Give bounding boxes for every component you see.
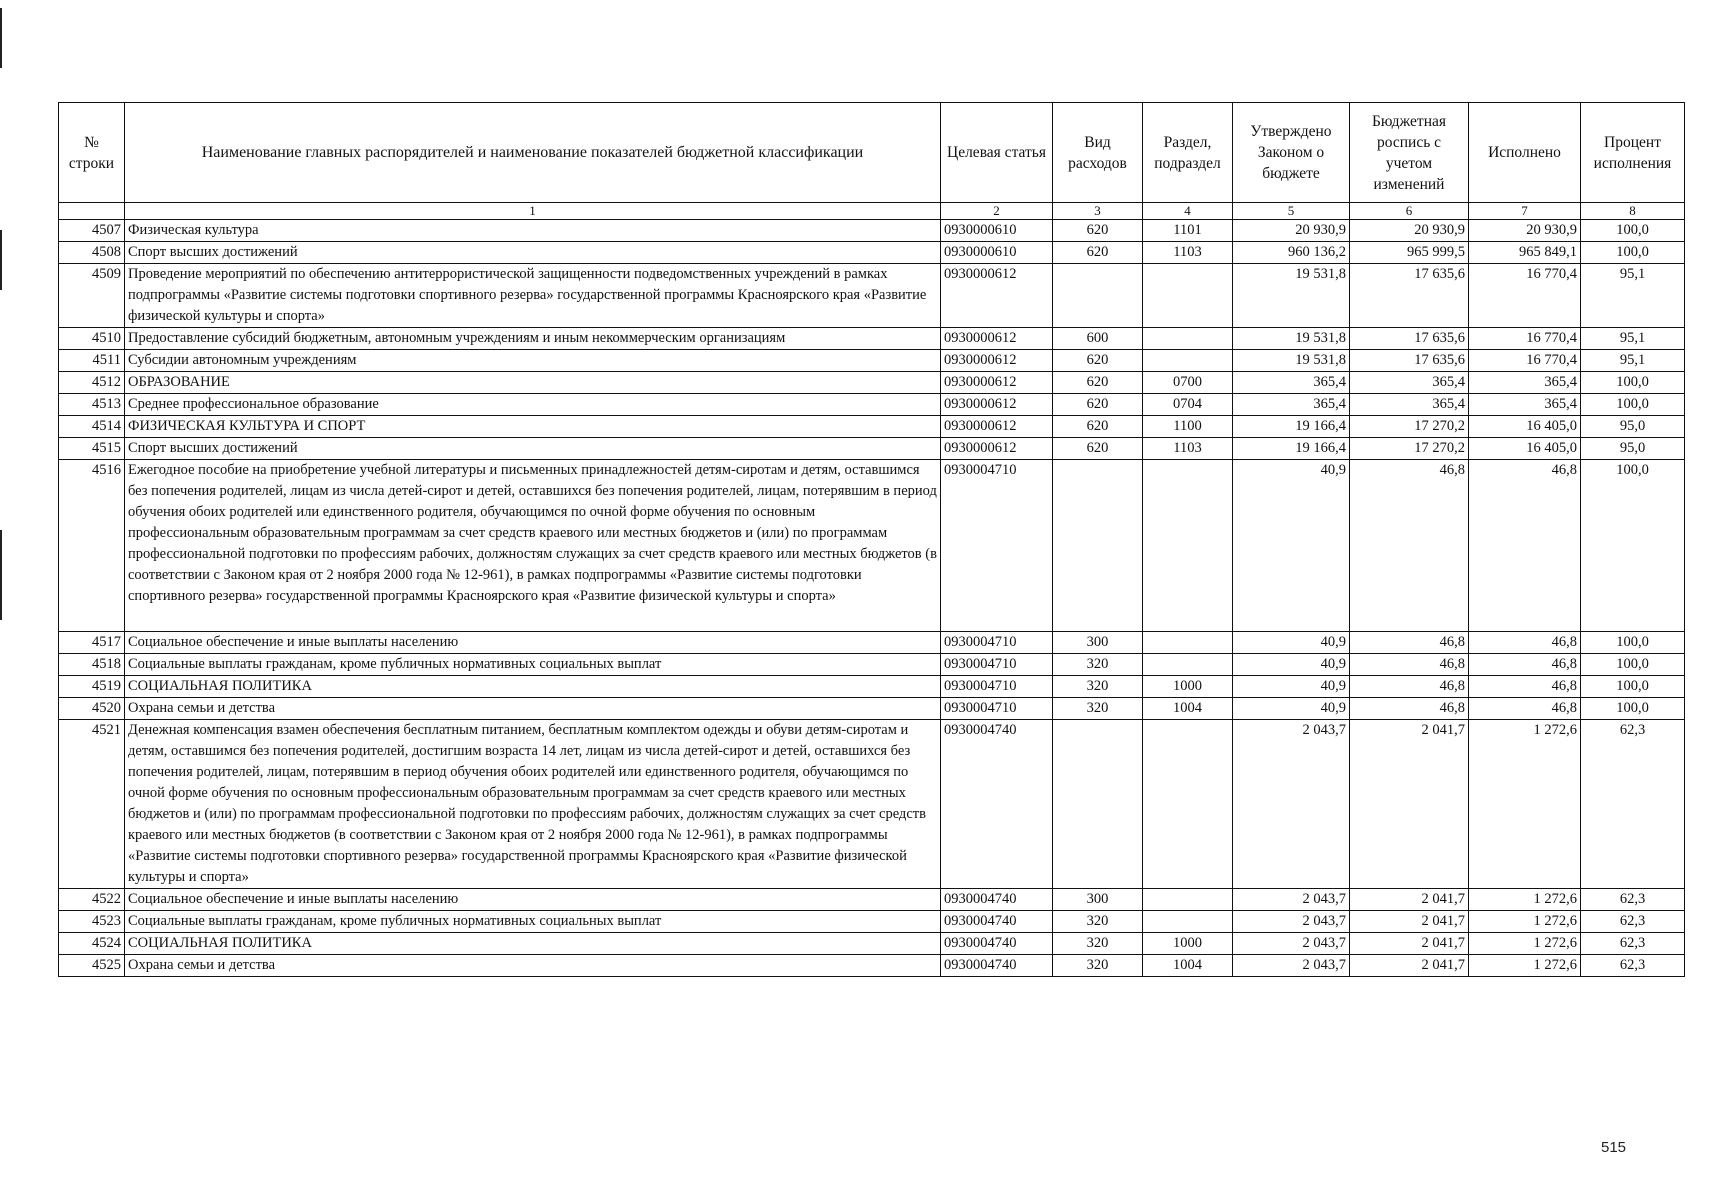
header-percent: Процент исполнения [1581, 103, 1685, 203]
expense-type: 320 [1053, 676, 1143, 698]
approved-amount: 960 136,2 [1233, 242, 1350, 264]
table-body [59, 220, 1685, 977]
executed-amount: 1 272,6 [1469, 933, 1581, 955]
execution-percent: 62,3 [1581, 933, 1685, 955]
schedule-amount: 365,4 [1350, 372, 1469, 394]
header-section: Раздел, подраздел [1143, 103, 1233, 203]
expense-type: 620 [1053, 438, 1143, 460]
schedule-amount: 2 041,7 [1350, 889, 1469, 911]
schedule-amount: 46,8 [1350, 654, 1469, 676]
approved-amount: 2 043,7 [1233, 933, 1350, 955]
section-code: 1000 [1143, 676, 1233, 698]
executed-amount: 20 930,9 [1469, 220, 1581, 242]
table-row [59, 394, 1685, 416]
table-row [59, 242, 1685, 264]
expense-type [1053, 264, 1143, 328]
target-code: 0930000612 [941, 416, 1053, 438]
execution-percent: 100,0 [1581, 654, 1685, 676]
execution-percent: 95,1 [1581, 328, 1685, 350]
row-number: 4513 [59, 394, 125, 416]
table-row [59, 372, 1685, 394]
section-code [1143, 720, 1233, 889]
executed-amount: 46,8 [1469, 632, 1581, 654]
schedule-amount: 17 270,2 [1350, 438, 1469, 460]
table-row [59, 676, 1685, 698]
item-name: Социальные выплаты гражданам, кроме публичных нормативных социальных выплат [125, 911, 941, 933]
expense-type: 300 [1053, 632, 1143, 654]
schedule-amount: 20 930,9 [1350, 220, 1469, 242]
item-name: Ежегодное пособие на приобретение учебной литературы и письменных принадлежностей детям-сиротам и детям, оставшимся без попечения родителей, лицам из числа детей-сирот и детей, оставшихся без попечения родителей, лицам, потерявшим в период обучения обоих родителей или единственного родителя, обучающимся по очной форме обучения по основным профессиональным образовательным программам за счет средств краевого или местных бюджетов и (или) по программам профессиональной подготовки по профессиям рабочих, должностям служащих за счет средств краевого или местных бюджетов (в соответствии с Законом края от 2 ноября 2000 года № 12-961), в рамках подпрограммы «Развитие системы подготовки спортивного резерва» государственной программы Красноярского края «Развитие физической культуры и спорта» [125, 460, 941, 632]
expense-type: 320 [1053, 698, 1143, 720]
row-number: 4520 [59, 698, 125, 720]
expense-type: 320 [1053, 933, 1143, 955]
execution-percent: 62,3 [1581, 955, 1685, 977]
schedule-amount: 365,4 [1350, 394, 1469, 416]
row-number: 4519 [59, 676, 125, 698]
schedule-amount: 46,8 [1350, 460, 1469, 632]
executed-amount: 16 405,0 [1469, 416, 1581, 438]
table-row [59, 720, 1685, 889]
table-row [59, 264, 1685, 328]
target-code: 0930004740 [941, 720, 1053, 889]
schedule-amount: 2 041,7 [1350, 955, 1469, 977]
row-number: 4511 [59, 350, 125, 372]
expense-type: 620 [1053, 372, 1143, 394]
table-row [59, 220, 1685, 242]
column-number: 5 [1233, 203, 1350, 220]
execution-percent: 95,0 [1581, 416, 1685, 438]
target-code: 0930004710 [941, 460, 1053, 632]
section-code [1143, 328, 1233, 350]
section-code: 0700 [1143, 372, 1233, 394]
row-number: 4524 [59, 933, 125, 955]
item-name: Социальное обеспечение и иные выплаты населению [125, 889, 941, 911]
expense-type: 620 [1053, 394, 1143, 416]
schedule-amount: 17 635,6 [1350, 350, 1469, 372]
execution-percent: 95,0 [1581, 438, 1685, 460]
item-name: ОБРАЗОВАНИЕ [125, 372, 941, 394]
expense-type: 600 [1053, 328, 1143, 350]
item-name: Охрана семьи и детства [125, 698, 941, 720]
row-number: 4509 [59, 264, 125, 328]
scan-edge-mark [0, 230, 2, 290]
page-number: 515 [1601, 1139, 1627, 1156]
column-number: 6 [1350, 203, 1469, 220]
column-number [59, 203, 125, 220]
schedule-amount: 46,8 [1350, 632, 1469, 654]
approved-amount: 40,9 [1233, 676, 1350, 698]
table-row [59, 438, 1685, 460]
approved-amount: 40,9 [1233, 632, 1350, 654]
target-code: 0930000612 [941, 328, 1053, 350]
target-code: 0930000612 [941, 438, 1053, 460]
table-row [59, 350, 1685, 372]
table-row [59, 654, 1685, 676]
row-number: 4508 [59, 242, 125, 264]
approved-amount: 40,9 [1233, 654, 1350, 676]
schedule-amount: 17 270,2 [1350, 416, 1469, 438]
approved-amount: 2 043,7 [1233, 720, 1350, 889]
executed-amount: 1 272,6 [1469, 911, 1581, 933]
scan-edge-mark [0, 8, 2, 68]
row-number: 4523 [59, 911, 125, 933]
table-row [59, 911, 1685, 933]
section-code [1143, 264, 1233, 328]
section-code: 1004 [1143, 955, 1233, 977]
scan-edge-mark [0, 530, 2, 620]
approved-amount: 20 930,9 [1233, 220, 1350, 242]
item-name: Субсидии автономным учреждениям [125, 350, 941, 372]
executed-amount: 46,8 [1469, 676, 1581, 698]
row-number: 4510 [59, 328, 125, 350]
row-number: 4514 [59, 416, 125, 438]
section-code [1143, 632, 1233, 654]
item-name: Физическая культура [125, 220, 941, 242]
execution-percent: 100,0 [1581, 394, 1685, 416]
column-number: 7 [1469, 203, 1581, 220]
item-name: Социальные выплаты гражданам, кроме публичных нормативных социальных выплат [125, 654, 941, 676]
target-code: 0930000612 [941, 350, 1053, 372]
item-name: Спорт высших достижений [125, 242, 941, 264]
item-name: СОЦИАЛЬНАЯ ПОЛИТИКА [125, 676, 941, 698]
item-name: Социальное обеспечение и иные выплаты населению [125, 632, 941, 654]
execution-percent: 95,1 [1581, 264, 1685, 328]
executed-amount: 16 770,4 [1469, 264, 1581, 328]
execution-percent: 100,0 [1581, 676, 1685, 698]
executed-amount: 46,8 [1469, 654, 1581, 676]
budget-execution-table [58, 102, 1685, 977]
expense-type: 320 [1053, 955, 1143, 977]
target-code: 0930004740 [941, 911, 1053, 933]
executed-amount: 16 405,0 [1469, 438, 1581, 460]
row-number: 4517 [59, 632, 125, 654]
schedule-amount: 46,8 [1350, 698, 1469, 720]
expense-type: 300 [1053, 889, 1143, 911]
schedule-amount: 965 999,5 [1350, 242, 1469, 264]
expense-type: 620 [1053, 220, 1143, 242]
row-number: 4507 [59, 220, 125, 242]
executed-amount: 965 849,1 [1469, 242, 1581, 264]
table-row [59, 933, 1685, 955]
section-code: 1100 [1143, 416, 1233, 438]
header-executed: Исполнено [1469, 103, 1581, 203]
schedule-amount: 17 635,6 [1350, 328, 1469, 350]
schedule-amount: 2 041,7 [1350, 911, 1469, 933]
section-code: 1000 [1143, 933, 1233, 955]
table-row [59, 328, 1685, 350]
target-code: 0930004710 [941, 632, 1053, 654]
schedule-amount: 2 041,7 [1350, 933, 1469, 955]
executed-amount: 1 272,6 [1469, 889, 1581, 911]
header-name: Наименование главных распорядителей и наименование показателей бюджетной классификации [125, 103, 941, 203]
expense-type: 620 [1053, 350, 1143, 372]
executed-amount: 365,4 [1469, 372, 1581, 394]
item-name: Спорт высших достижений [125, 438, 941, 460]
executed-amount: 1 272,6 [1469, 720, 1581, 889]
header-schedule: Бюджетная роспись с учетом изменений [1350, 103, 1469, 203]
item-name: Проведение мероприятий по обеспечению антитеррористической защищенности подведомственных учреждений в рамках подпрограммы «Развитие системы подготовки спортивного резерва» государственной программы Красноярского края «Развитие физической культуры и спорта» [125, 264, 941, 328]
execution-percent: 62,3 [1581, 911, 1685, 933]
schedule-amount: 46,8 [1350, 676, 1469, 698]
expense-type: 620 [1053, 242, 1143, 264]
row-number: 4512 [59, 372, 125, 394]
approved-amount: 19 531,8 [1233, 350, 1350, 372]
row-number: 4515 [59, 438, 125, 460]
expense-type [1053, 460, 1143, 632]
execution-percent: 62,3 [1581, 889, 1685, 911]
row-number: 4525 [59, 955, 125, 977]
target-code: 0930004740 [941, 955, 1053, 977]
executed-amount: 46,8 [1469, 460, 1581, 632]
item-name: Среднее профессиональное образование [125, 394, 941, 416]
execution-percent: 100,0 [1581, 372, 1685, 394]
target-code: 0930000610 [941, 242, 1053, 264]
target-code: 0930000610 [941, 220, 1053, 242]
executed-amount: 46,8 [1469, 698, 1581, 720]
item-name: Охрана семьи и детства [125, 955, 941, 977]
section-code: 1103 [1143, 242, 1233, 264]
execution-percent: 100,0 [1581, 632, 1685, 654]
section-code [1143, 911, 1233, 933]
executed-amount: 16 770,4 [1469, 328, 1581, 350]
expense-type: 320 [1053, 911, 1143, 933]
table-row [59, 955, 1685, 977]
header-type: Вид расходов [1053, 103, 1143, 203]
column-number: 2 [941, 203, 1053, 220]
approved-amount: 2 043,7 [1233, 955, 1350, 977]
target-code: 0930000612 [941, 372, 1053, 394]
approved-amount: 2 043,7 [1233, 889, 1350, 911]
section-code: 1101 [1143, 220, 1233, 242]
table-row [59, 632, 1685, 654]
column-number: 4 [1143, 203, 1233, 220]
executed-amount: 1 272,6 [1469, 955, 1581, 977]
section-code: 1004 [1143, 698, 1233, 720]
section-code: 1103 [1143, 438, 1233, 460]
target-code: 0930004740 [941, 889, 1053, 911]
item-name: СОЦИАЛЬНАЯ ПОЛИТИКА [125, 933, 941, 955]
table-row [59, 889, 1685, 911]
table-row [59, 460, 1685, 632]
table-header [59, 103, 1685, 220]
approved-amount: 19 166,4 [1233, 416, 1350, 438]
item-name: Денежная компенсация взамен обеспечения бесплатным питанием, бесплатным комплектом одежды и обуви детям-сиротам и детям, оставшимся без попечения родителей, достигшим возраста 14 лет, лицам из числа детей-сирот и детей, оставшихся без попечения родителей, лицам, потерявшим в период обучения обоих родителей или единственного родителя, обучающимся по очной форме обучения по основным профессиональным образовательным программам за счет средств краевого или местных бюджетов и (или) по программам профессиональной подготовки по профессиям рабочих, должностям служащих за счет средств краевого или местных бюджетов (в соответствии с Законом края от 2 ноября 2000 года № 12-961), в рамках подпрограммы «Развитие системы подготовки спортивного резерва» государственной программы Красноярского края «Развитие физической культуры и спорта» [125, 720, 941, 889]
approved-amount: 19 531,8 [1233, 264, 1350, 328]
section-code [1143, 350, 1233, 372]
target-code: 0930004710 [941, 676, 1053, 698]
target-code: 0930000612 [941, 264, 1053, 328]
section-code [1143, 889, 1233, 911]
execution-percent: 62,3 [1581, 720, 1685, 889]
approved-amount: 365,4 [1233, 394, 1350, 416]
target-code: 0930004710 [941, 698, 1053, 720]
approved-amount: 365,4 [1233, 372, 1350, 394]
approved-amount: 40,9 [1233, 698, 1350, 720]
execution-percent: 100,0 [1581, 242, 1685, 264]
item-name: ФИЗИЧЕСКАЯ КУЛЬТУРА И СПОРТ [125, 416, 941, 438]
approved-amount: 19 531,8 [1233, 328, 1350, 350]
section-code [1143, 654, 1233, 676]
table-row [59, 698, 1685, 720]
expense-type: 320 [1053, 654, 1143, 676]
execution-percent: 100,0 [1581, 698, 1685, 720]
section-code: 0704 [1143, 394, 1233, 416]
column-number: 3 [1053, 203, 1143, 220]
section-code [1143, 460, 1233, 632]
approved-amount: 2 043,7 [1233, 911, 1350, 933]
column-number-row [59, 203, 1685, 220]
execution-percent: 100,0 [1581, 220, 1685, 242]
schedule-amount: 17 635,6 [1350, 264, 1469, 328]
expense-type: 620 [1053, 416, 1143, 438]
execution-percent: 95,1 [1581, 350, 1685, 372]
target-code: 0930004710 [941, 654, 1053, 676]
approved-amount: 40,9 [1233, 460, 1350, 632]
item-name: Предоставление субсидий бюджетным, автономным учреждениям и иным некоммерческим организациям [125, 328, 941, 350]
row-number: 4521 [59, 720, 125, 889]
row-number: 4516 [59, 460, 125, 632]
approved-amount: 19 166,4 [1233, 438, 1350, 460]
execution-percent: 100,0 [1581, 460, 1685, 632]
target-code: 0930000612 [941, 394, 1053, 416]
schedule-amount: 2 041,7 [1350, 720, 1469, 889]
executed-amount: 16 770,4 [1469, 350, 1581, 372]
header-target: Целевая статья [941, 103, 1053, 203]
row-number: 4518 [59, 654, 125, 676]
column-number: 1 [125, 203, 941, 220]
target-code: 0930004740 [941, 933, 1053, 955]
table-row [59, 416, 1685, 438]
executed-amount: 365,4 [1469, 394, 1581, 416]
column-number: 8 [1581, 203, 1685, 220]
header-approved: Утверждено Законом о бюджете [1233, 103, 1350, 203]
row-number: 4522 [59, 889, 125, 911]
expense-type [1053, 720, 1143, 889]
header-row-no: № строки [59, 103, 125, 203]
